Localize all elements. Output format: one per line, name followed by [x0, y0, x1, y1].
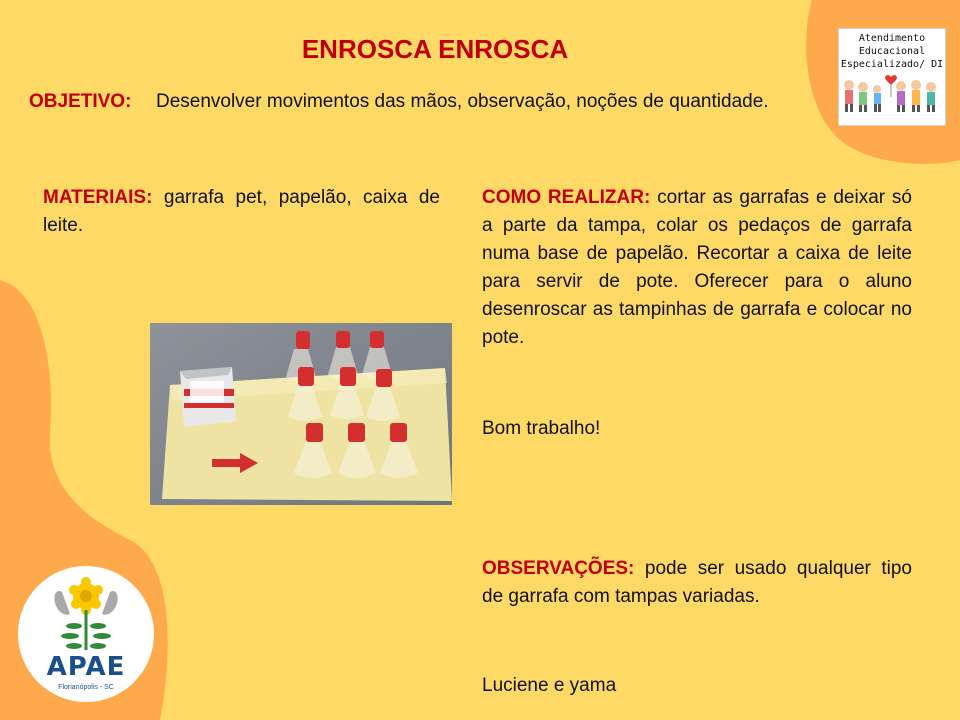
- heart-balloon: [885, 75, 897, 97]
- apae-logo: [18, 566, 154, 702]
- logo-name: APAE: [46, 652, 126, 682]
- child-figure-4: [896, 81, 906, 112]
- slide-title: ENROSCA ENROSCA: [301, 34, 569, 64]
- badge-line-1: Atendimento: [858, 33, 926, 44]
- left-hand: [54, 591, 70, 615]
- child-figure-2: [858, 82, 868, 112]
- objetivo-label: OBJETIVO:: [29, 91, 132, 112]
- flower-hands-icon: [18, 566, 154, 656]
- badge-line-2: Educacional: [858, 46, 926, 57]
- child-figure-1: [844, 80, 854, 112]
- sunflower: [69, 577, 103, 615]
- milk-carton-pot: [180, 367, 236, 427]
- badge-line-3: Especializado/ DI: [840, 59, 944, 70]
- materiais-paragraph: [43, 184, 440, 240]
- child-figure-3: [873, 85, 881, 112]
- authors-text: Luciene e yama: [482, 675, 617, 696]
- como-realizar-label: COMO REALIZAR:: [482, 187, 651, 208]
- children-illustration: [839, 71, 945, 121]
- bom-trabalho-text: Bom trabalho!: [482, 418, 601, 439]
- objetivo-paragraph: [29, 88, 772, 116]
- child-figure-5: [911, 80, 921, 112]
- right-hand: [102, 591, 118, 615]
- logo-city: Florianópolis - SC: [58, 684, 114, 691]
- observacoes-paragraph: [482, 555, 912, 611]
- aee-badge-image: [838, 28, 946, 126]
- materiais-text: garrafa pet, papelão, caixa de leite.: [43, 187, 441, 236]
- activity-photo: [150, 323, 452, 505]
- observacoes-label: OBSERVAÇÕES:: [482, 558, 635, 579]
- objetivo-text: Desenvolver movimentos das mãos, observação, noções de quantidade.: [155, 91, 769, 112]
- materiais-label: MATERIAIS:: [43, 187, 153, 208]
- badge-title: [839, 29, 945, 71]
- observacoes-text: pode ser usado qualquer tipo de garrafa com tampas variadas.: [482, 558, 912, 607]
- como-realizar-paragraph: [482, 184, 912, 352]
- child-figure-6: [926, 82, 936, 112]
- como-realizar-text: cortar as garrafas e deixar só a parte da tampa, colar os pedaços de garrafa numa base de papelão. Recortar a caixa de leite para servir de pote. Oferecer para o aluno desenroscar as tampinhas de garrafa e colocar no pote.: [482, 187, 912, 348]
